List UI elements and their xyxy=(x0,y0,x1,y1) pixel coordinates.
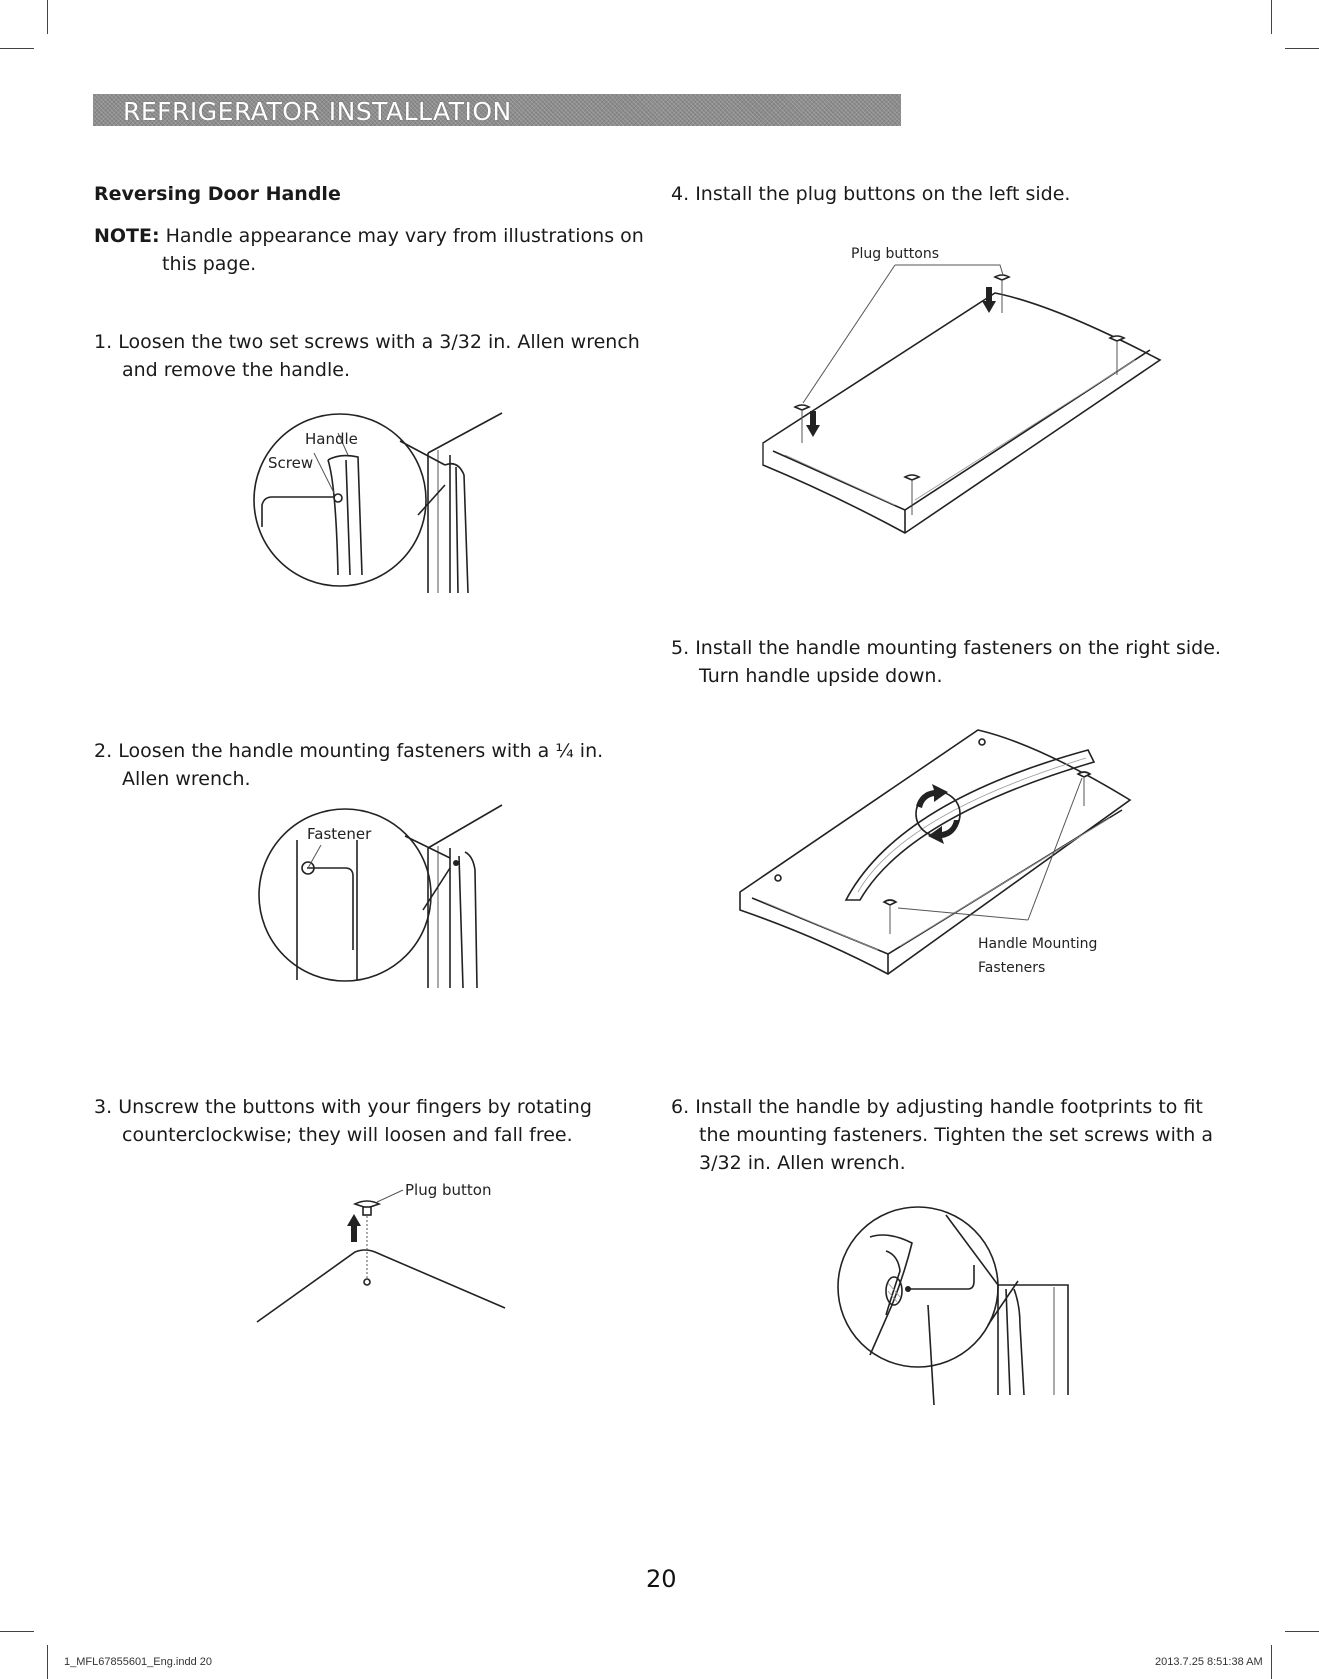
figure-label-plug-button: Plug button xyxy=(405,1181,492,1199)
crop-mark xyxy=(47,0,48,34)
crop-mark xyxy=(1271,0,1272,34)
step-1 xyxy=(94,328,674,384)
crop-mark xyxy=(1285,48,1319,49)
step-text: 3/32 in. Allen wrench. xyxy=(699,1152,906,1174)
step-text: Install the plug buttons on the left side. xyxy=(695,183,1071,205)
step-number: 5. xyxy=(671,637,690,659)
figure-label-plug-buttons: Plug buttons xyxy=(851,246,940,262)
footer-file: 1_MFL67855601_Eng.indd 20 xyxy=(64,1656,213,1668)
figure-label-fastener: Fastener xyxy=(307,825,372,843)
figure-label-fasteners-1: Handle Mounting xyxy=(978,936,1098,952)
step-3 xyxy=(94,1093,674,1149)
step-number: 4. xyxy=(671,183,690,205)
footer-timestamp: 2013.7.25 8:51:38 AM xyxy=(1155,1656,1263,1668)
step-2 xyxy=(94,737,674,793)
step-text: counterclockwise; they will loosen and fall free. xyxy=(122,1124,573,1146)
section-banner xyxy=(93,94,901,126)
crop-mark xyxy=(0,1631,34,1632)
figure-label-handle: Handle xyxy=(305,430,358,448)
step-text: Allen wrench. xyxy=(122,768,251,790)
step-text: Turn handle upside down. xyxy=(699,665,943,687)
note xyxy=(94,222,654,278)
note-label: NOTE: xyxy=(94,225,160,247)
crop-mark xyxy=(1271,1645,1272,1679)
crop-mark xyxy=(1285,1631,1319,1632)
fastener-marker xyxy=(884,900,896,934)
step-text: the mounting fasteners. Tighten the set screws with a xyxy=(699,1124,1214,1146)
figure-label-fasteners-2: Fasteners xyxy=(978,960,1046,976)
banner-title: REFRIGERATOR INSTALLATION xyxy=(123,97,512,126)
step-number: 1. xyxy=(94,331,113,353)
figure-4-illustration xyxy=(755,265,1175,555)
step-5 xyxy=(671,634,1271,690)
step-text: Unscrew the buttons with your fingers by rotating xyxy=(118,1096,592,1118)
crop-mark xyxy=(0,48,34,49)
step-text: Loosen the handle mounting fasteners with a ¼ in. xyxy=(118,740,604,762)
section-heading: Reversing Door Handle xyxy=(94,183,341,205)
step-4 xyxy=(671,180,1271,208)
note-text-cont: this page. xyxy=(162,253,257,275)
step-number: 3. xyxy=(94,1096,113,1118)
step-text: Loosen the two set screws with a 3/32 in. Allen wrench xyxy=(118,331,640,353)
figure-6-illustration xyxy=(828,1205,1078,1405)
step-text: and remove the handle. xyxy=(122,359,350,381)
figure-label-screw: Screw xyxy=(268,454,314,472)
page-number: 20 xyxy=(646,1565,677,1593)
note-text: Handle appearance may vary from illustrations on xyxy=(165,225,644,247)
step-6 xyxy=(671,1093,1271,1177)
fastener-marker xyxy=(1078,772,1090,806)
step-number: 6. xyxy=(671,1096,690,1118)
crop-mark xyxy=(47,1645,48,1679)
figure-2-illustration xyxy=(245,800,525,1000)
step-text: Install the handle mounting fasteners on the right side. xyxy=(695,637,1221,659)
step-text: Install the handle by adjusting handle footprints to fit xyxy=(695,1096,1203,1118)
figure-1-illustration xyxy=(240,405,520,605)
step-number: 2. xyxy=(94,740,113,762)
figure-3-illustration xyxy=(255,1180,515,1330)
plug-button-marker xyxy=(795,405,809,443)
